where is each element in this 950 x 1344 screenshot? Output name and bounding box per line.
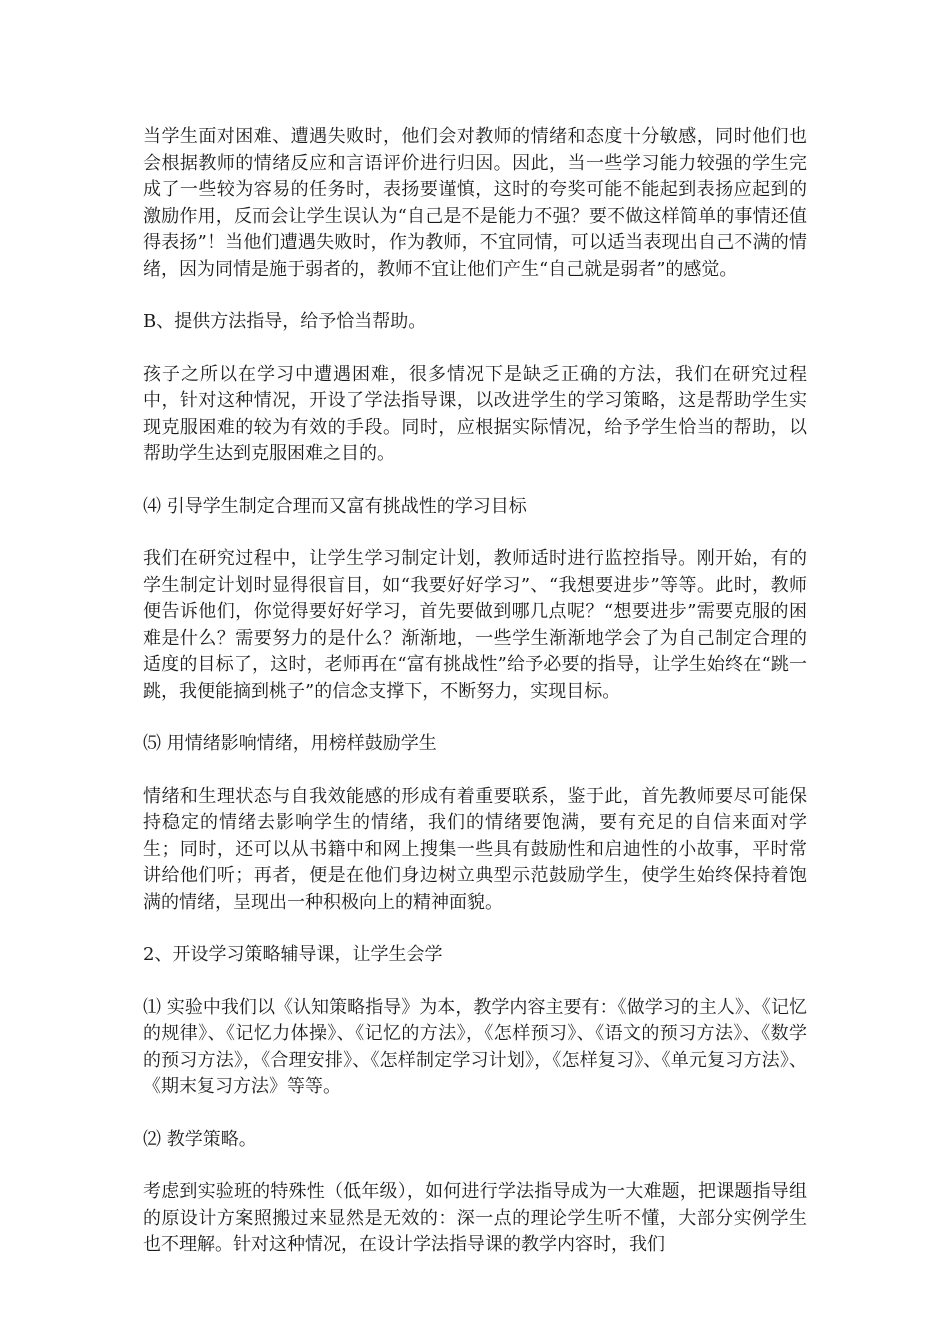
- heading-learning-goals: ⑷ 引导学生制定合理而又富有挑战性的学习目标: [143, 495, 527, 517]
- heading-method-guidance: B、提供方法指导，给予恰当帮助。: [143, 311, 427, 332]
- heading-teaching-strategy: ⑵ 教学策略。: [143, 1128, 257, 1150]
- heading-strategy-course: 2、开设学习策略辅导课，让学生会学: [143, 944, 443, 965]
- paragraph-teacher-emotion: 当学生面对困难、遭遇失败时，他们会对教师的情绪和态度十分敏感，同时他们也会根据教师的情绪反应和言语评价进行归因。因此，当一些学习能力较强的学生完成了一些较为容易的任务时，表扬要谨慎，这时的夸奖可能不能起到表扬应起到的激励作用，反而会让学生误认为“自己是不是能力不强？要不做这样简单的事情还值得表扬”！当他们遭遇失败时，作为教师，不宜同情，可以适当表现出自己不满的情绪，因为同情是施于弱者的，教师不宜让他们产生“自己就是弱者”的感觉。: [143, 126, 807, 280]
- paragraph-course-content: ⑴ 实验中我们以《认知策略指导》为本，教学内容主要有：《做学习的主人》、《记忆的规律》、《记忆力体操》、《记忆的方法》，《怎样预习》、《语文的预习方法》、《数学的预习方法》，《合理安排》、《怎样制定学习计划》，《怎样复习》、《单元复习方法》、《期末复习方法》等等。: [143, 996, 807, 1097]
- heading-emotion-role-models: ⑸ 用情绪影响情绪，用榜样鼓励学生: [143, 733, 437, 754]
- paragraph-emotion-role-models: 情绪和生理状态与自我效能感的形成有着重要联系，鉴于此，首先教师要尽可能保持稳定的情绪去影响学生的情绪，我们的情绪要饱满，要有充足的自信来面对学生；同时，还可以从书籍中和网上搜集一些具有鼓励性和启迪性的小故事，平时常讲给他们听；再者，便是在他们身边树立典型示范鼓励学生，使学生始终保持着饱满的情绪，呈现出一种积极向上的精神面貌。: [143, 785, 807, 913]
- document-page: [143, 124, 807, 1285]
- paragraph-teaching-strategy: 考虑到实验班的特殊性（低年级），如何进行学法指导成为一大难题，把课题指导组的原设计方案照搬过来显然是无效的：深一点的理论学生听不懂，大部分实例学生也不理解。针对这种情况，在设计学法指导课的教学内容时，我们: [143, 1181, 807, 1255]
- paragraph-method-guidance: 孩子之所以在学习中遭遇困难，很多情况下是缺乏正确的方法，我们在研究过程中，针对这种情况，开设了学法指导课，以改进学生的学习策略，这是帮助学生实现克服困难的较为有效的手段。同时，应根据实际情况，给予学生恰当的帮助，以帮助学生达到克服困难之目的。: [143, 363, 807, 464]
- paragraph-learning-goals: 我们在研究过程中，让学生学习制定计划，教师适时进行监控指导。刚开始，有的学生制定计划时显得很盲目，如“我要好好学习”、“我想要进步”等等。此时，教师便告诉他们，你觉得要好好学习，首先要做到哪几点呢？“想要进步”需要克服的困难是什么？需要努力的是什么？渐渐地，一些学生渐渐地学会了为自己制定合理的适度的目标了，这时，老师再在“富有挑战性”给予必要的指导，让学生始终在“跳一跳，我便能摘到桃子”的信念支撑下，不断努力，实现目标。: [143, 548, 807, 702]
